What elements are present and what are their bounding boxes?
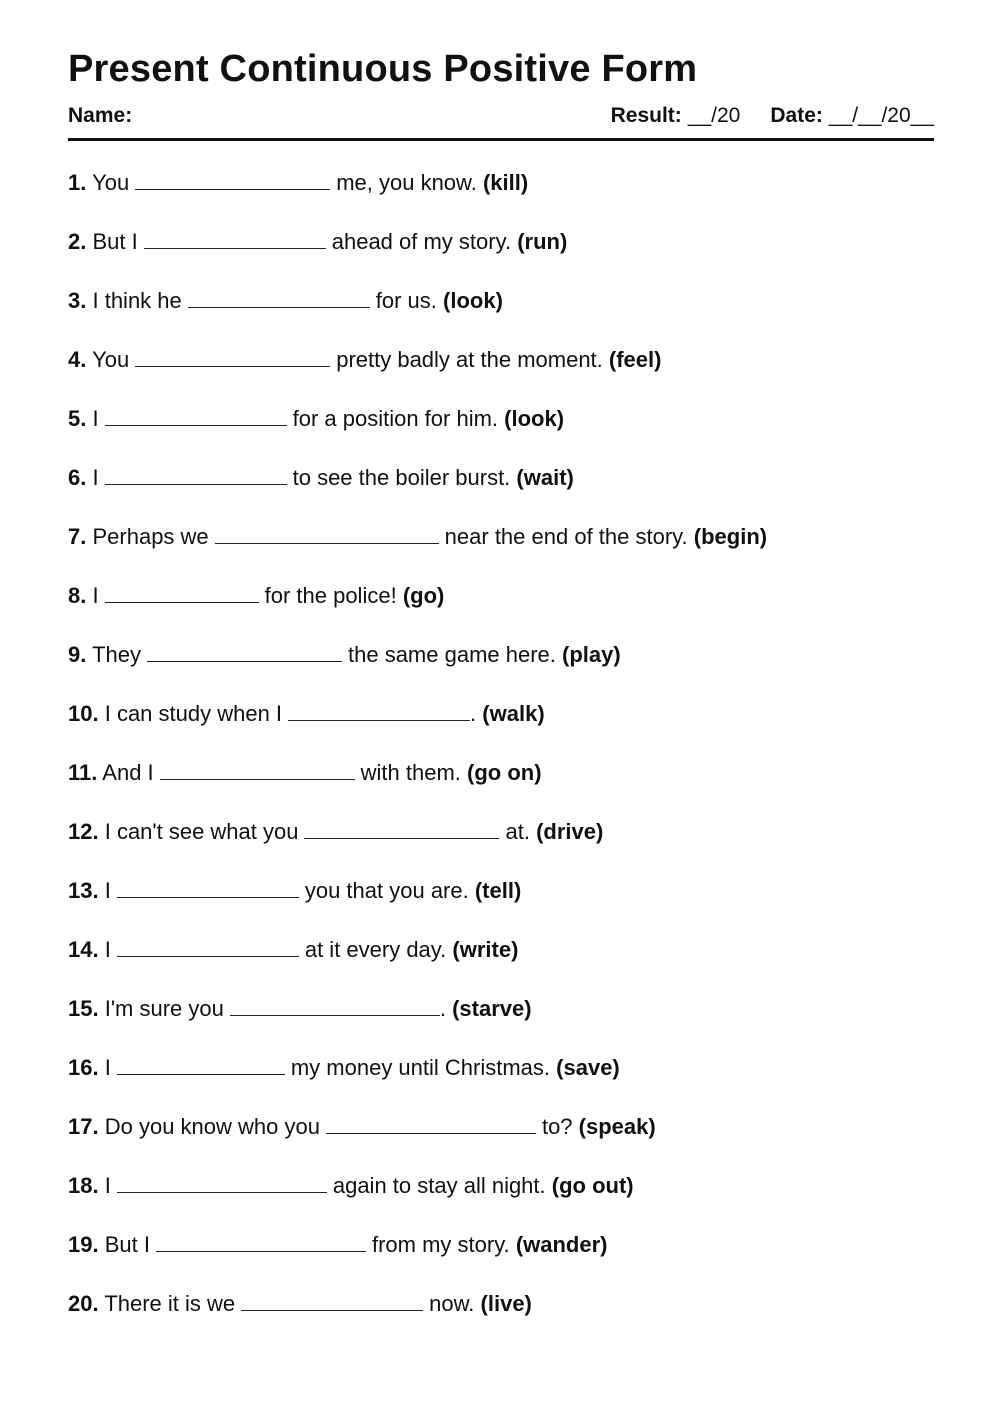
question-text-before: I [92,583,99,608]
question-item [68,1288,934,1347]
question-text-before: I [104,878,111,903]
name-label: Name: [68,104,133,127]
verb-hint: (run) [517,229,568,254]
answer-blank[interactable] [304,816,499,839]
question-number: 17. [68,1114,99,1139]
question-text-after: ahead of my story. [331,229,512,254]
date-value: __/__/20__ [828,104,934,127]
verb-hint: (write) [452,937,519,962]
question-text-after: . [470,701,477,726]
question-text-after: pretty badly at the moment. [336,347,603,372]
question-number: 4. [68,347,87,372]
question-text-after: for us. [375,288,437,313]
question-text-before: I [104,1055,111,1080]
question-item [68,226,934,285]
answer-blank[interactable] [188,285,370,308]
verb-hint: (save) [556,1055,620,1080]
date-field [770,102,934,130]
answer-blank[interactable] [117,934,299,957]
verb-hint: (go out) [551,1173,634,1198]
question-text-before: I [104,937,111,962]
question-text-before: There it is we [104,1291,236,1316]
worksheet [68,44,934,1347]
question-text-before: But I [104,1232,150,1257]
question-number: 5. [68,406,87,431]
question-text-before: You [92,347,130,372]
answer-blank[interactable] [144,226,326,249]
verb-hint: (begin) [693,524,768,549]
question-number: 13. [68,878,99,903]
question-text-after: with them. [360,760,461,785]
answer-blank[interactable] [105,403,287,426]
question-text-after: near the end of the story. [444,524,688,549]
verb-hint: (walk) [482,701,545,726]
result-date-group [611,102,934,130]
question-text-before: I [92,406,99,431]
question-text-before: I can study when I [104,701,283,726]
question-item [68,167,934,226]
header-meta-row [68,102,934,130]
question-text-before: I think he [92,288,182,313]
question-text-after: . [439,996,446,1021]
question-list [68,167,934,1347]
question-text-after: to see the boiler burst. [292,465,511,490]
answer-blank[interactable] [241,1288,423,1311]
question-text-before: I'm sure you [104,996,224,1021]
question-number: 14. [68,937,99,962]
question-item [68,462,934,521]
question-number: 7. [68,524,87,549]
answer-blank[interactable] [288,698,470,721]
question-text-before: Do you know who you [104,1114,320,1139]
question-item [68,698,934,757]
question-item [68,1111,934,1170]
question-item [68,934,934,993]
verb-hint: (wait) [516,465,574,490]
question-number: 16. [68,1055,99,1080]
verb-hint: (go on) [467,760,542,785]
question-text-before: Perhaps we [92,524,209,549]
question-text-before: I can't see what you [104,819,299,844]
answer-blank[interactable] [117,875,299,898]
question-text-before: But I [92,229,138,254]
question-text-before: And I [102,760,154,785]
question-number: 2. [68,229,87,254]
verb-hint: (speak) [578,1114,656,1139]
question-number: 9. [68,642,87,667]
question-text-before: You [92,170,130,195]
question-item [68,875,934,934]
question-number: 1. [68,170,87,195]
question-number: 18. [68,1173,99,1198]
question-number: 12. [68,819,99,844]
answer-blank[interactable] [135,167,330,190]
verb-hint: (live) [480,1291,532,1316]
question-number: 20. [68,1291,99,1316]
answer-blank[interactable] [117,1170,327,1193]
question-text-after: for the police! [264,583,397,608]
verb-hint: (drive) [536,819,604,844]
question-item [68,1170,934,1229]
answer-blank[interactable] [230,993,440,1016]
question-number: 19. [68,1232,99,1257]
result-field [611,102,741,130]
answer-blank[interactable] [156,1229,366,1252]
question-text-after: from my story. [371,1232,510,1257]
question-item [68,639,934,698]
result-value: __/20 [687,104,741,127]
answer-blank[interactable] [160,757,355,780]
verb-hint: (wander) [515,1232,608,1257]
verb-hint: (tell) [474,878,522,903]
question-text-after: the same game here. [348,642,556,667]
question-item [68,816,934,875]
question-item [68,403,934,462]
question-item [68,1229,934,1288]
verb-hint: (play) [562,642,621,667]
question-text-after: at. [505,819,530,844]
answer-blank[interactable] [147,639,342,662]
page-title: Present Continuous Positive Form [68,48,698,90]
question-text-after: at it every day. [304,937,447,962]
answer-blank[interactable] [105,462,287,485]
question-text-after: me, you know. [336,170,477,195]
question-item [68,521,934,580]
verb-hint: (starve) [452,996,532,1021]
answer-blank[interactable] [105,580,259,603]
question-text-before: I [104,1173,111,1198]
answer-blank[interactable] [117,1052,285,1075]
question-text-after: you that you are. [304,878,469,903]
question-item [68,344,934,403]
verb-hint: (kill) [482,170,529,195]
answer-blank[interactable] [135,344,330,367]
question-number: 15. [68,996,99,1021]
question-number: 8. [68,583,87,608]
verb-hint: (go) [402,583,445,608]
question-number: 10. [68,701,99,726]
question-text-after: now. [429,1291,475,1316]
question-item [68,993,934,1052]
result-label: Result: [610,104,682,127]
answer-blank[interactable] [215,521,439,544]
verb-hint: (look) [443,288,503,313]
question-item [68,757,934,816]
question-item [68,1052,934,1111]
header-divider [68,138,934,141]
question-number: 11. [68,760,98,785]
question-text-before: They [92,642,141,667]
question-number: 3. [68,288,87,313]
question-item [68,285,934,344]
date-label: Date: [770,104,823,127]
question-text-before: I [92,465,99,490]
question-text-after: for a position for him. [292,406,499,431]
question-number: 6. [68,465,87,490]
verb-hint: (look) [504,406,565,431]
verb-hint: (feel) [608,347,662,372]
question-item [68,580,934,639]
question-text-after: my money until Christmas. [290,1055,551,1080]
question-text-after: to? [541,1114,573,1139]
answer-blank[interactable] [326,1111,536,1134]
question-text-after: again to stay all night. [332,1173,546,1198]
